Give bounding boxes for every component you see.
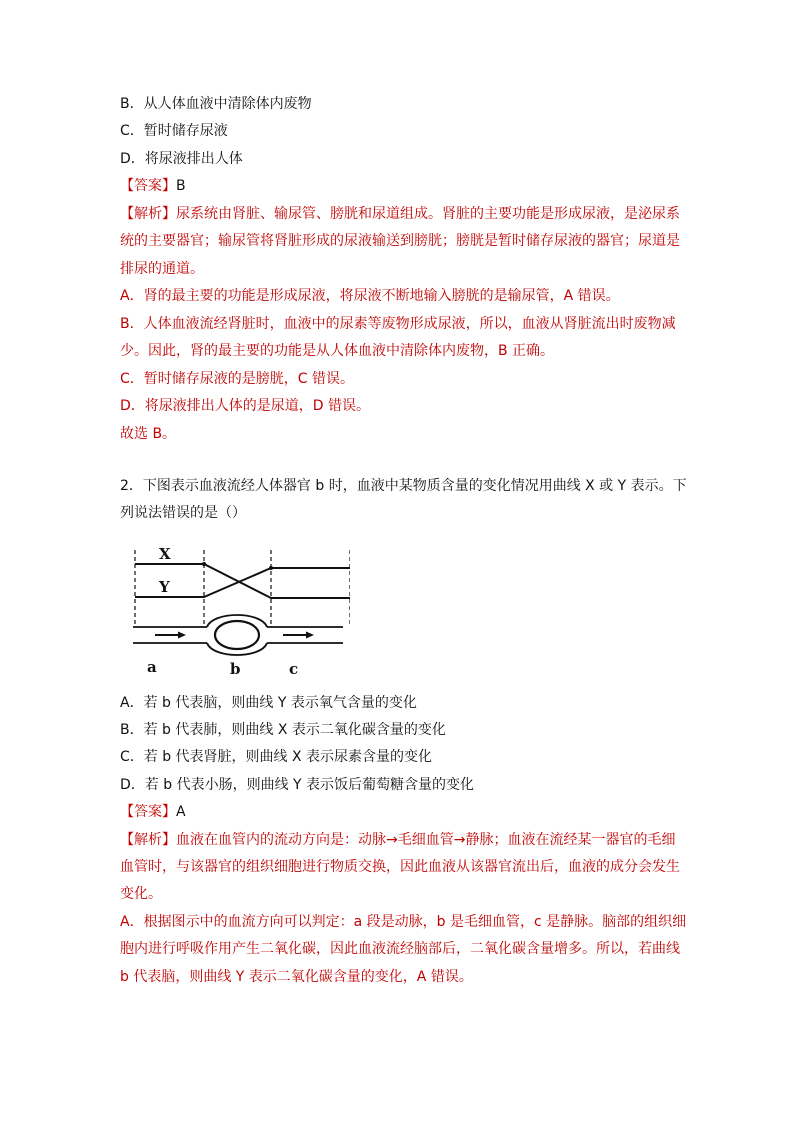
q1-option-b: B．从人体血液中清除体内废物 [120,96,312,112]
q2-option-b: B．若 b 代表肺，则曲线 X 表示二氧化碳含量的变化 [120,722,446,738]
label-a: a [147,658,157,676]
q1-analysis-line-1 [120,204,680,224]
capillary-inner-ring [215,621,259,649]
label-b: b [230,660,241,678]
answer-tag: 【答案】 [120,178,176,194]
blood-flow-figure [125,540,350,685]
analysis-text: 血液在血管内的流动方向是：动脉→毛细血管→静脉；血液在流经某一器官的毛细 [176,832,676,848]
q1-analysis-line-3: 排尿的通道。 [120,261,204,277]
q2-analysis-line-3: 变化。 [120,886,162,902]
q2-analysis-line-2: 血管时，与该器官的组织细胞进行物质交换，因此血液从该器官流出后，血液的成分会发生 [120,859,680,875]
analysis-tag: 【解析】 [120,832,176,848]
q2-answer [120,802,186,822]
q1-analysis-a: A．肾的最主要的功能是形成尿液，将尿液不断地输入膀胱的是输尿管，A 错误。 [120,288,620,304]
answer-value: A [176,804,186,820]
q2-stem-line-1: 2．下图表示血液流经人体器官 b 时，血液中某物质含量的变化情况用曲线 X 或 Y 表示。下 [120,478,687,494]
q1-analysis-b-1: B．人体血液流经肾脏时，血液中的尿素等废物形成尿液，所以，血液从肾脏流出时废物减 [120,316,676,332]
q2-option-c: C．若 b 代表肾脏，则曲线 X 表示尿素含量的变化 [120,749,433,765]
q2-option-a: A．若 b 代表脑，则曲线 Y 表示氧气含量的变化 [120,695,417,711]
q1-answer [120,176,186,196]
q1-option-d: D．将尿液排出人体 [120,151,243,167]
label-y: Y [159,578,170,596]
q2-analysis-a-3: b 代表脑，则曲线 Y 表示二氧化碳含量的变化，A 错误。 [120,969,473,985]
label-x: X [159,545,171,563]
q1-analysis-line-2: 统的主要器官；输尿管将肾脏形成的尿液输送到膀胱；膀胱是暂时储存尿液的器官；尿道是 [120,233,680,249]
q2-stem-line-2: 列说法错误的是（） [120,505,246,521]
answer-tag: 【答案】 [120,804,176,820]
q1-analysis-c: C．暂时储存尿液的是膀胱，C 错误。 [120,371,355,387]
q2-analysis-a-1: A．根据图示中的血流方向可以判定：a 段是动脉，b 是毛细血管，c 是静脉。脑部的组织细 [120,914,687,930]
analysis-tag: 【解析】 [120,206,176,222]
analysis-text: 尿系统由肾脏、输尿管、膀胱和尿道组成。肾脏的主要功能是形成尿液，是泌尿系 [176,206,680,222]
q2-analysis-a-2: 胞内进行呼吸作用产生二氧化碳，因此血液流经脑部后，二氧化碳含量增多。所以，若曲线 [120,941,680,957]
q1-option-c: C．暂时储存尿液 [120,123,228,139]
q2-analysis-line-1 [120,830,675,850]
q2-option-d: D．若 b 代表小肠，则曲线 Y 表示饭后葡萄糖含量的变化 [120,777,475,793]
q1-analysis-d: D．将尿液排出人体的是尿道，D 错误。 [120,398,371,414]
q1-analysis-b-2: 少。因此，肾的最主要的功能是从人体血液中清除体内废物，B 正确。 [120,343,555,359]
label-c: c [289,660,299,678]
q1-conclusion: 故选 B。 [120,426,177,442]
answer-value: B [176,178,186,194]
